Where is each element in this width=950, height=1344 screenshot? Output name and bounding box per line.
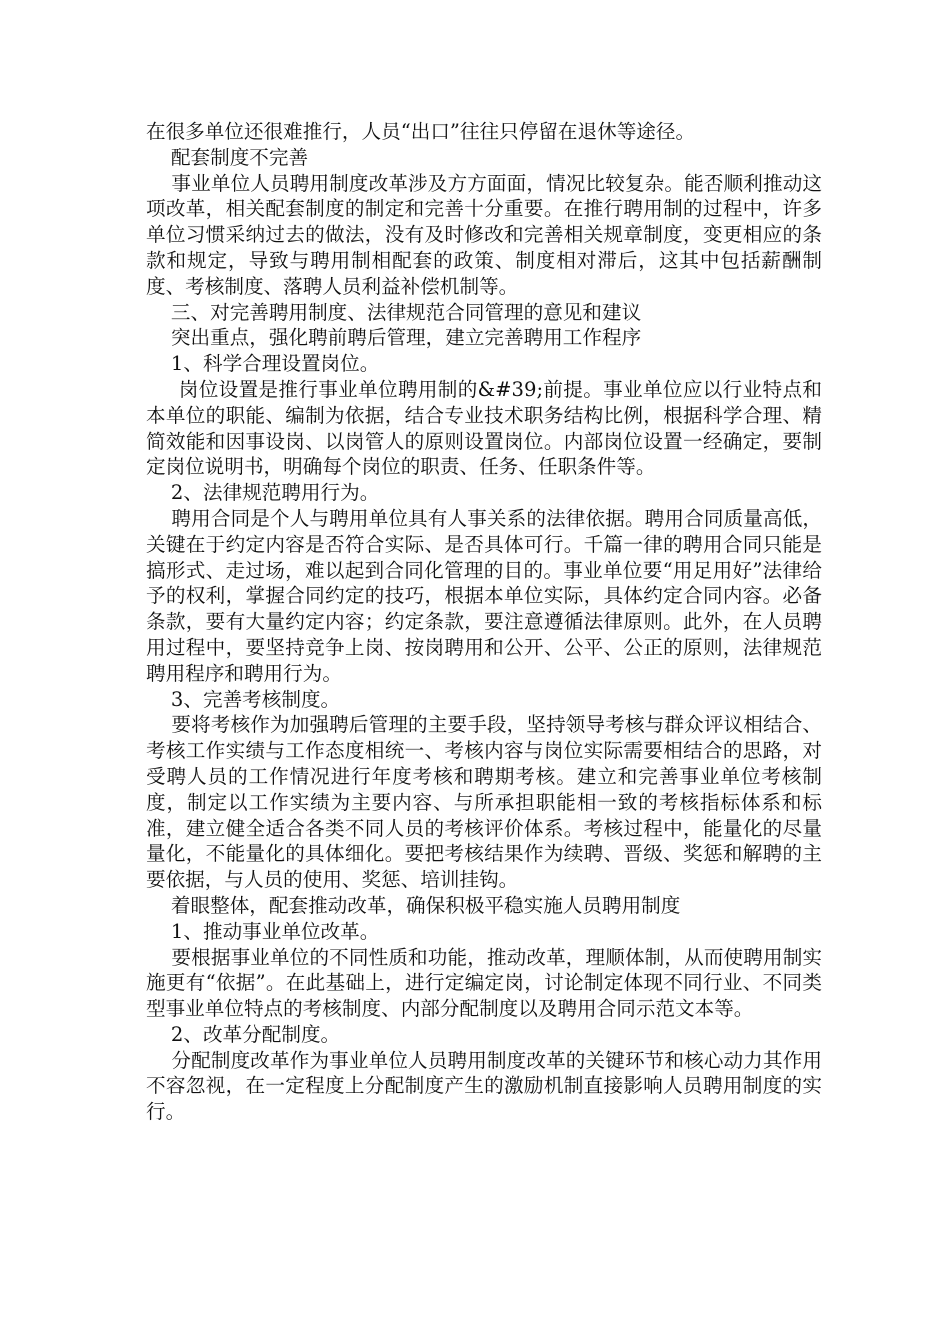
heading-item-1-reform: 1、推动事业单位改革。 xyxy=(146,919,380,943)
heading-item-3-assessment: 3、完善考核制度。 xyxy=(146,687,341,711)
heading-highlight-management: 突出重点，强化聘前聘后管理，建立完善聘用工作程序 xyxy=(146,326,642,350)
heading-item-2-legal: 2、法律规范聘用行为。 xyxy=(146,481,380,505)
heading-item-1-posts: 1、科学合理设置岗位。 xyxy=(146,352,380,376)
heading-supporting-system: 配套制度不完善 xyxy=(146,145,309,169)
paragraph-employment-contract: 聘用合同是个人与聘用单位具有人事关系的法律依据。聘用合同质量高低，关键在于约定内容是否符合实际、是否具体可行。千篇一律的聘用合同只能是搞形式、走过场，难以起到合同化管理的目的。事业单位要“用足用好”法律给予的权利，掌握合同约定的技巧，根据本单位实际，具体约定合同内容。必备条款，要有大量约定内容；约定条款，要注意遵循法律原则。此外，在人员聘用过程中，要坚持竞争上岗、按岗聘用和公开、公平、公正的原则，法律规范聘用程序和聘用行为。 xyxy=(146,506,823,685)
heading-item-2-distribution: 2、改革分配制度。 xyxy=(146,1022,341,1046)
paragraph-supporting-system: 事业单位人员聘用制度改革涉及方方面面，情况比较复杂。能否顺利推动这项改革，相关配套制度的制定和完善十分重要。在推行聘用制的过程中，许多单位习惯采纳过去的做法，没有及时修改和完善相关规章制度，变更相应的条款和规定，导致与聘用制相配套的政策、制度相对滞后，这其中包括薪酬制度、考核制度、落聘人员利益补偿机制等。 xyxy=(146,171,823,298)
paragraph-distribution: 分配制度改革作为事业单位人员聘用制度改革的关键环节和核心动力其作用不容忽视，在一定程度上分配制度产生的激励机制直接影响人员聘用制度的实行。 xyxy=(146,1048,823,1124)
heading-section-three: 三、对完善聘用制度、法律规范合同管理的意见和建议 xyxy=(146,300,642,324)
paragraph-assessment: 要将考核作为加强聘后管理的主要手段，坚持领导考核与群众评议相结合、考核工作实绩与工作态度相统一、考核内容与岗位实际需要相结合的思路，对受聘人员的工作情况进行年度考核和聘期考核。建立和完善事业单位考核制度，制定以工作实绩为主要内容、与所承担职能相一致的考核指标体系和标准，建立健全适合各类不同人员的考核评价体系。考核过程中，能量化的尽量量化，不能量化的具体细化。要把考核结果作为续聘、晋级、奖惩和解聘的主要依据，与人员的使用、奖惩、培训挂钩。 xyxy=(146,713,823,892)
paragraph-post-setting: 岗位设置是推行事业单位聘用制的&#39;前提。事业单位应以行业特点和本单位的职能、编制为依据，结合专业技术职务结构比例，根据科学合理、精简效能和因事设岗、以岗管人的原则设置岗位。内部岗位设置一经确定，要制定岗位说明书，明确每个岗位的职责、任务、任职条件等。 xyxy=(146,377,822,479)
document-page xyxy=(146,119,822,1125)
paragraph-exit-channel: 在很多单位还很难推行，人员“出口”往往只停留在退休等途径。 xyxy=(146,120,696,143)
paragraph-reform: 要根据事业单位的不同性质和功能，推动改革，理顺体制，从而使聘用制实施更有“依据”。在此基础上，进行定编定岗，讨论制定体现不同行业、不同类型事业单位特点的考核制度、内部分配制度以及聘用合同示范文本等。 xyxy=(146,945,823,1021)
heading-overall-reform: 着眼整体，配套推动改革，确保积极平稳实施人员聘用制度 xyxy=(146,893,681,917)
